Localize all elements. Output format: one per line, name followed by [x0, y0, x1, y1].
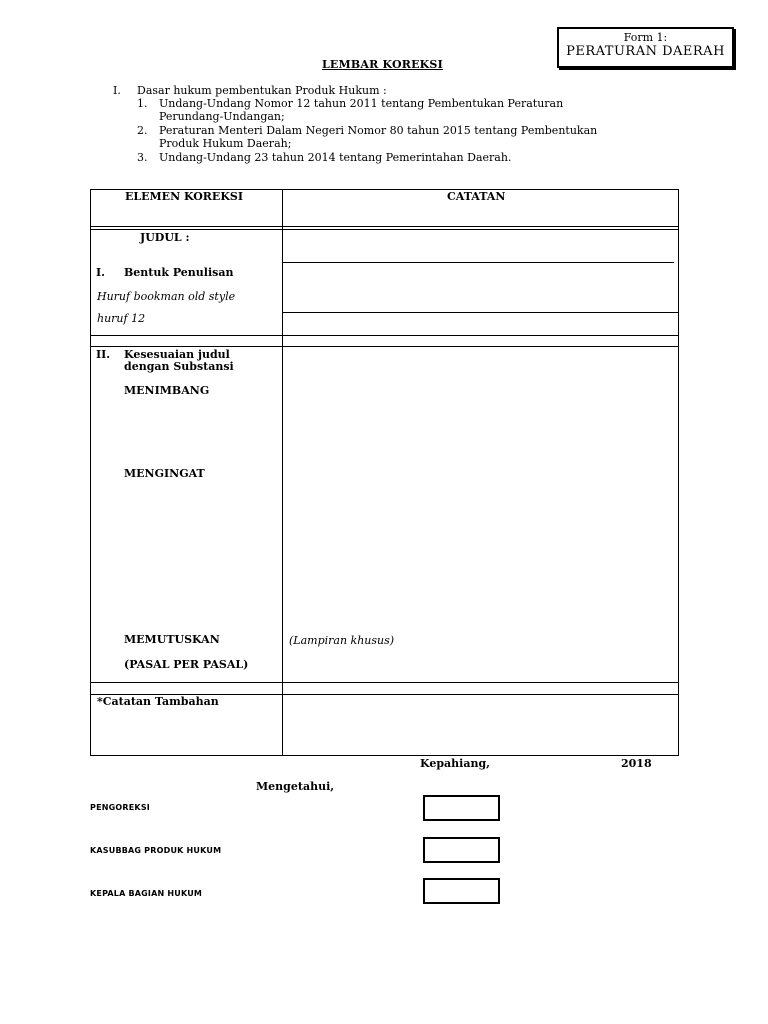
- signatory-label: PENGOREKSI: [90, 803, 150, 812]
- legal-item-text: Undang-Undang Nomor 12 tahun 2011 tentang Pembentukan Peraturan: [159, 97, 564, 110]
- section-2-numeral: II.: [96, 348, 111, 361]
- table-row-line: [90, 229, 679, 230]
- signature-box[interactable]: [423, 795, 500, 821]
- section-1-detail: Huruf bookman old style: [97, 290, 236, 303]
- mengingat-label: MENGINGAT: [124, 467, 205, 480]
- form-label-box: [557, 27, 734, 68]
- table-divider: [282, 189, 283, 756]
- legal-basis-numeral: I.: [113, 84, 121, 97]
- legal-item-number: 2.: [137, 124, 148, 137]
- pasal-label: (PASAL PER PASAL): [124, 658, 249, 671]
- menimbang-label: MENIMBANG: [124, 384, 210, 397]
- place-label: Kepahiang,: [420, 757, 490, 770]
- table-row-line: [282, 262, 674, 263]
- section-1-heading: Bentuk Penulisan: [124, 266, 234, 279]
- table-row-line: [90, 682, 679, 683]
- legal-item-number: 3.: [137, 151, 148, 164]
- header-element: ELEMEN KOREKSI: [125, 190, 243, 203]
- legal-item-text: Perundang-Undangan;: [159, 110, 285, 123]
- legal-item-text: Peraturan Menteri Dalam Negeri Nomor 80 tahun 2015 tentang Pembentukan: [159, 124, 598, 137]
- legal-item-number: 1.: [137, 97, 148, 110]
- legal-basis-heading: Dasar hukum pembentukan Produk Hukum :: [137, 84, 387, 97]
- judul-label: JUDUL :: [140, 231, 190, 244]
- signatory-label: KEPALA BAGIAN HUKUM: [90, 889, 203, 898]
- year-label: 2018: [621, 757, 652, 770]
- legal-item-text: Produk Hukum Daerah;: [159, 137, 292, 150]
- signatory-label: KASUBBAG PRODUK HUKUM: [90, 846, 222, 855]
- section-1-detail: huruf 12: [97, 312, 146, 325]
- section-2-heading: dengan Substansi: [124, 360, 234, 373]
- header-notes: CATATAN: [447, 190, 506, 203]
- section-1-numeral: I.: [96, 266, 105, 279]
- table-border: [90, 189, 91, 756]
- signature-box[interactable]: [423, 837, 500, 863]
- section-2-heading: Kesesuaian judul: [124, 348, 230, 361]
- memutuskan-label: MEMUTUSKAN: [124, 633, 220, 646]
- legal-item-text: Undang-Undang 23 tahun 2014 tentang Pemerintahan Daerah.: [159, 151, 512, 164]
- document-title: LEMBAR KOREKSI: [322, 58, 443, 71]
- form-number: Form 1:: [623, 31, 668, 44]
- table-row-line: [90, 335, 679, 336]
- signature-box[interactable]: [423, 878, 500, 904]
- form-type: PERATURAN DAERAH: [566, 44, 725, 59]
- table-border: [678, 189, 679, 756]
- table-row-line: [90, 346, 679, 347]
- lampiran-note: (Lampiran khusus): [289, 634, 395, 647]
- acknowledged-label: Mengetahui,: [256, 780, 335, 793]
- table-row-line: [282, 312, 679, 313]
- additional-notes-label: *Catatan Tambahan: [97, 695, 219, 708]
- table-border: [90, 755, 679, 756]
- table-row-line: [90, 226, 679, 227]
